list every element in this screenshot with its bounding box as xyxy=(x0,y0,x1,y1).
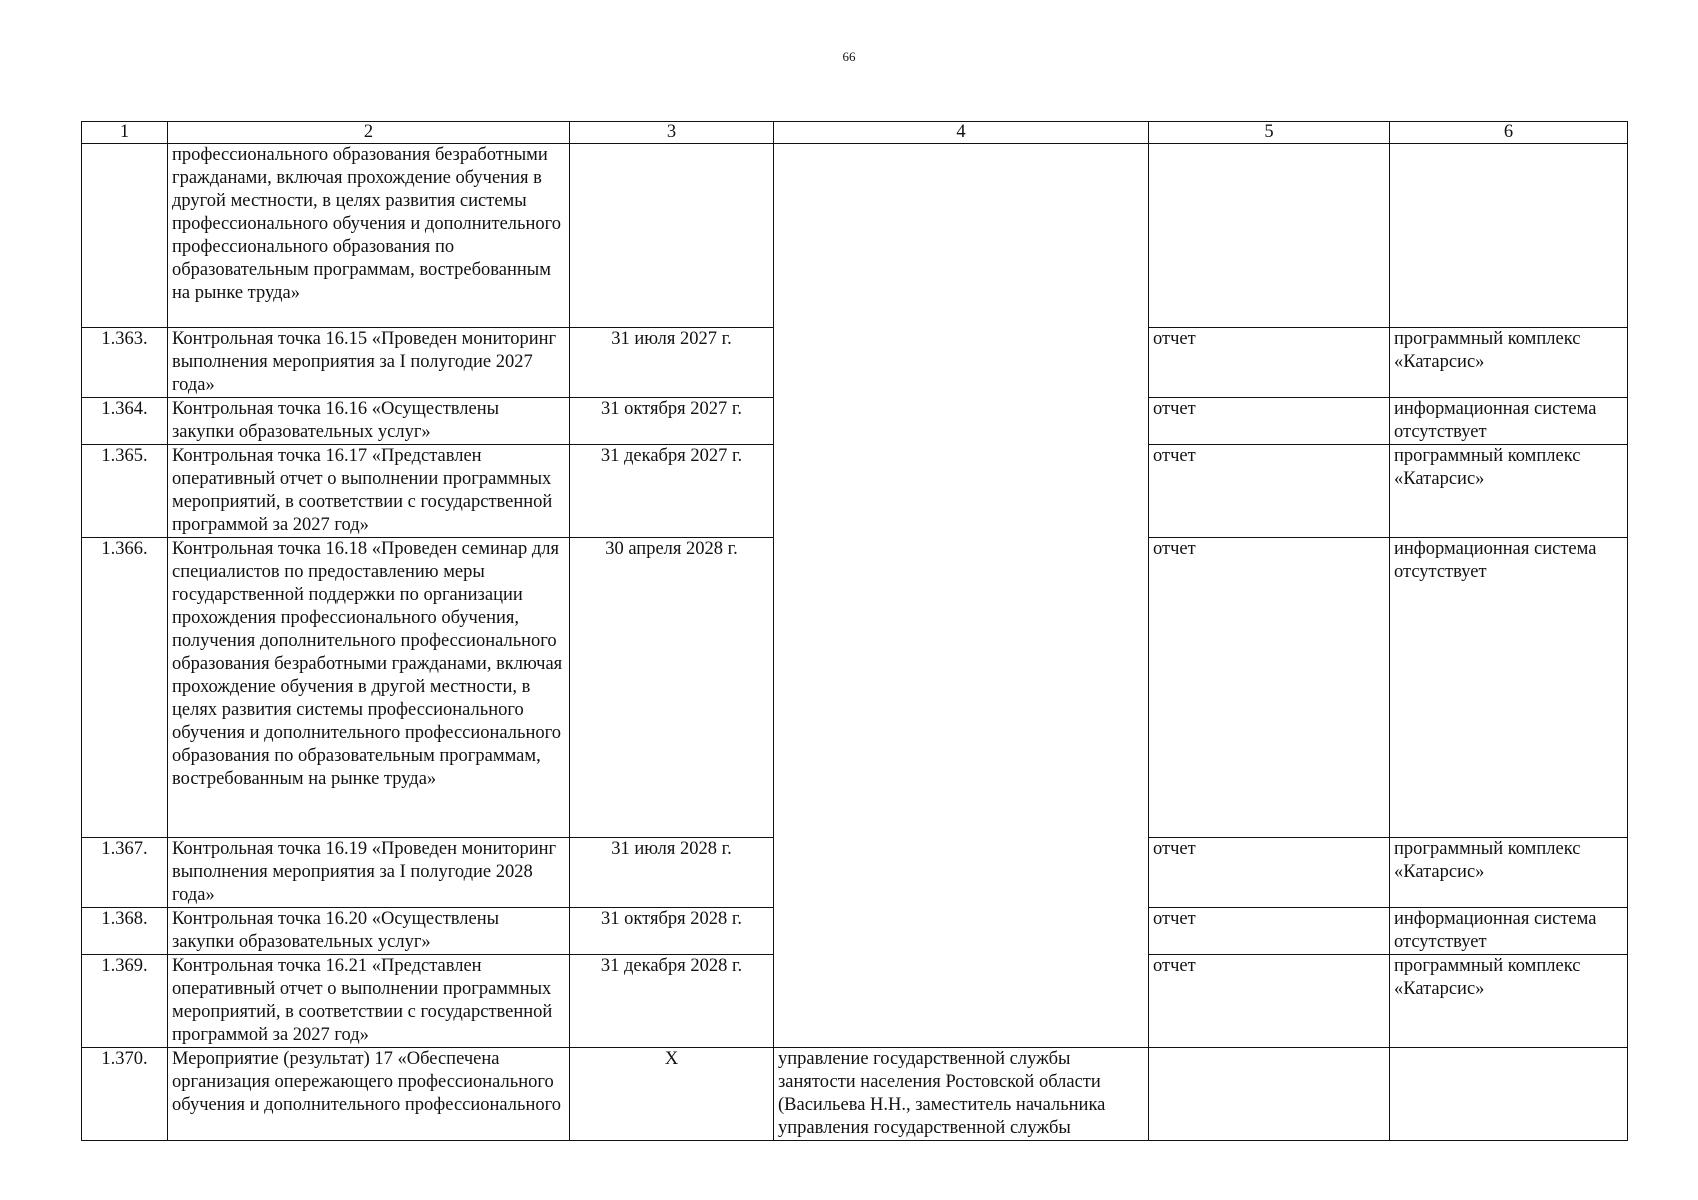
row-name: Контрольная точка 16.17 «Представлен оперативный отчет о выполнении программных мероприятий, в соответствии с государственной программой за 2027 год» xyxy=(168,445,570,538)
row-date: 31 октября 2027 г. xyxy=(570,398,774,445)
row-date: X xyxy=(570,1048,774,1141)
row-name: Контрольная точка 16.19 «Проведен мониторинг выполнения мероприятия за I полугодие 2028 года» xyxy=(168,838,570,908)
row-system xyxy=(1390,1048,1628,1141)
page-number: 66 xyxy=(842,49,856,64)
row-system: информационная система отсутствует xyxy=(1390,908,1628,955)
row-name: Контрольная точка 16.15 «Проведен мониторинг выполнения мероприятия за I полугодие 2027 года» xyxy=(168,328,570,398)
row-document: отчет xyxy=(1149,955,1390,1048)
row-name: профессионального образования безработными гражданами, включая прохождение обучения в другой местности, в целях развития системы профессионального обучения и дополнительного профессионального образования по образовательным программам, востребованным на рынке труда» xyxy=(168,144,570,328)
responsible-cell-empty xyxy=(774,144,1149,1048)
row-date: 31 декабря 2028 г. xyxy=(570,955,774,1048)
column-header-4: 4 xyxy=(774,122,1149,144)
row-date: 31 июля 2027 г. xyxy=(570,328,774,398)
row-date: 31 октября 2028 г. xyxy=(570,908,774,955)
row-document: отчет xyxy=(1149,538,1390,838)
column-header-2: 2 xyxy=(168,122,570,144)
row-date: 31 декабря 2027 г. xyxy=(570,445,774,538)
row-system: информационная система отсутствует xyxy=(1390,398,1628,445)
row-name: Мероприятие (результат) 17 «Обеспечена организация опережающего профессионального обучения и дополнительного профессионального xyxy=(168,1048,570,1141)
header-row xyxy=(82,122,1628,144)
row-system: программный комплекс «Катарсис» xyxy=(1390,445,1628,538)
row-number: 1.368. xyxy=(82,908,168,955)
row-document: отчет xyxy=(1149,328,1390,398)
row-name: Контрольная точка 16.21 «Представлен оперативный отчет о выполнении программных мероприятий, в соответствии с государственной программой за 2027 год» xyxy=(168,955,570,1048)
row-document: отчет xyxy=(1149,908,1390,955)
row-document: отчет xyxy=(1149,398,1390,445)
row-system: информационная система отсутствует xyxy=(1390,538,1628,838)
row-number xyxy=(82,144,168,328)
row-name: Контрольная точка 16.16 «Осуществлены закупки образовательных услуг» xyxy=(168,398,570,445)
row-document xyxy=(1149,1048,1390,1141)
row-date: 31 июля 2028 г. xyxy=(570,838,774,908)
row-system: программный комплекс «Катарсис» xyxy=(1390,838,1628,908)
row-document: отчет xyxy=(1149,838,1390,908)
column-header-6: 6 xyxy=(1390,122,1628,144)
row-system: программный комплекс «Катарсис» xyxy=(1390,328,1628,398)
row-number: 1.369. xyxy=(82,955,168,1048)
row-name: Контрольная точка 16.18 «Проведен семинар для специалистов по предоставлению меры государственной поддержки по организации прохождения профессионального обучения, получения дополнительного профессионального образования безработными гражданами, включая прохождение обучения в другой местности, в целях развития системы профессионального обучения и дополнительного профессионального образования по образовательным программам, востребованным на рынке труда» xyxy=(168,538,570,838)
row-date xyxy=(570,144,774,328)
activities-table xyxy=(81,121,1628,1141)
table-row xyxy=(82,1048,1628,1141)
row-number: 1.366. xyxy=(82,538,168,838)
row-number: 1.363. xyxy=(82,328,168,398)
row-number: 1.365. xyxy=(82,445,168,538)
column-header-5: 5 xyxy=(1149,122,1390,144)
row-document xyxy=(1149,144,1390,328)
column-header-1: 1 xyxy=(82,122,168,144)
row-system xyxy=(1390,144,1628,328)
row-number: 1.370. xyxy=(82,1048,168,1141)
row-name: Контрольная точка 16.20 «Осуществлены закупки образовательных услуг» xyxy=(168,908,570,955)
row-number: 1.367. xyxy=(82,838,168,908)
row-system: программный комплекс «Катарсис» xyxy=(1390,955,1628,1048)
column-header-3: 3 xyxy=(570,122,774,144)
row-document: отчет xyxy=(1149,445,1390,538)
row-date: 30 апреля 2028 г. xyxy=(570,538,774,838)
table-row xyxy=(82,144,1628,328)
row-number: 1.364. xyxy=(82,398,168,445)
row-responsible: управление государственной службы занятости населения Ростовской области (Васильева Н.Н., заместитель начальника управления государственной службы xyxy=(774,1048,1149,1141)
